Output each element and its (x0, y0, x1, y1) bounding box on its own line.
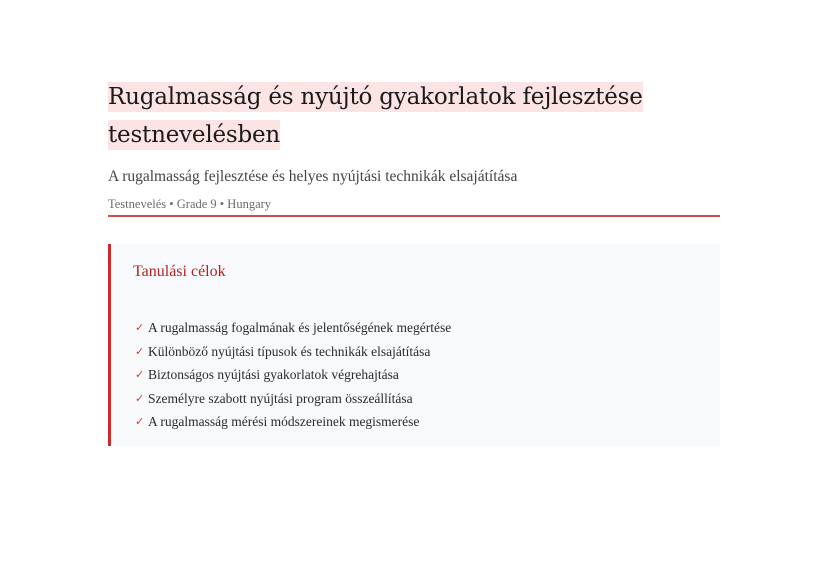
header-divider (108, 215, 720, 217)
learning-objectives-panel (108, 244, 720, 446)
learning-objectives-list (133, 316, 698, 434)
lesson-header (108, 78, 720, 212)
objective-text: Személyre szabott nyújtási program összeállítása (148, 390, 413, 406)
page-title (108, 78, 720, 154)
list-item (133, 340, 698, 364)
objective-text: A rugalmasság mérési módszereinek megismerése (148, 414, 420, 429)
check-icon: ✓ (135, 344, 145, 358)
learning-objectives-heading: Tanulási célok (133, 263, 226, 280)
list-item (133, 363, 698, 387)
list-item (133, 410, 698, 434)
page-subtitle: A rugalmasság fejlesztése és helyes nyújtási technikák elsajátítása (108, 168, 518, 185)
list-item (133, 387, 698, 411)
check-icon: ✓ (135, 415, 145, 428)
lesson-meta: Testnevelés • Grade 9 • Hungary (108, 197, 272, 211)
objective-text: A rugalmasság fogalmának és jelentőségének megértése (148, 320, 452, 335)
check-icon: ✓ (135, 391, 145, 405)
check-icon: ✓ (135, 321, 145, 334)
objective-text: Különböző nyújtási típusok és technikák elsajátítása (148, 343, 431, 359)
objective-text: Biztonságos nyújtási gyakorlatok végrehajtása (148, 367, 399, 382)
check-icon: ✓ (135, 368, 145, 381)
page-title-text: Rugalmasság és nyújtó gyakorlatok fejlesztése testnevelésben (108, 84, 643, 148)
list-item (133, 316, 698, 340)
